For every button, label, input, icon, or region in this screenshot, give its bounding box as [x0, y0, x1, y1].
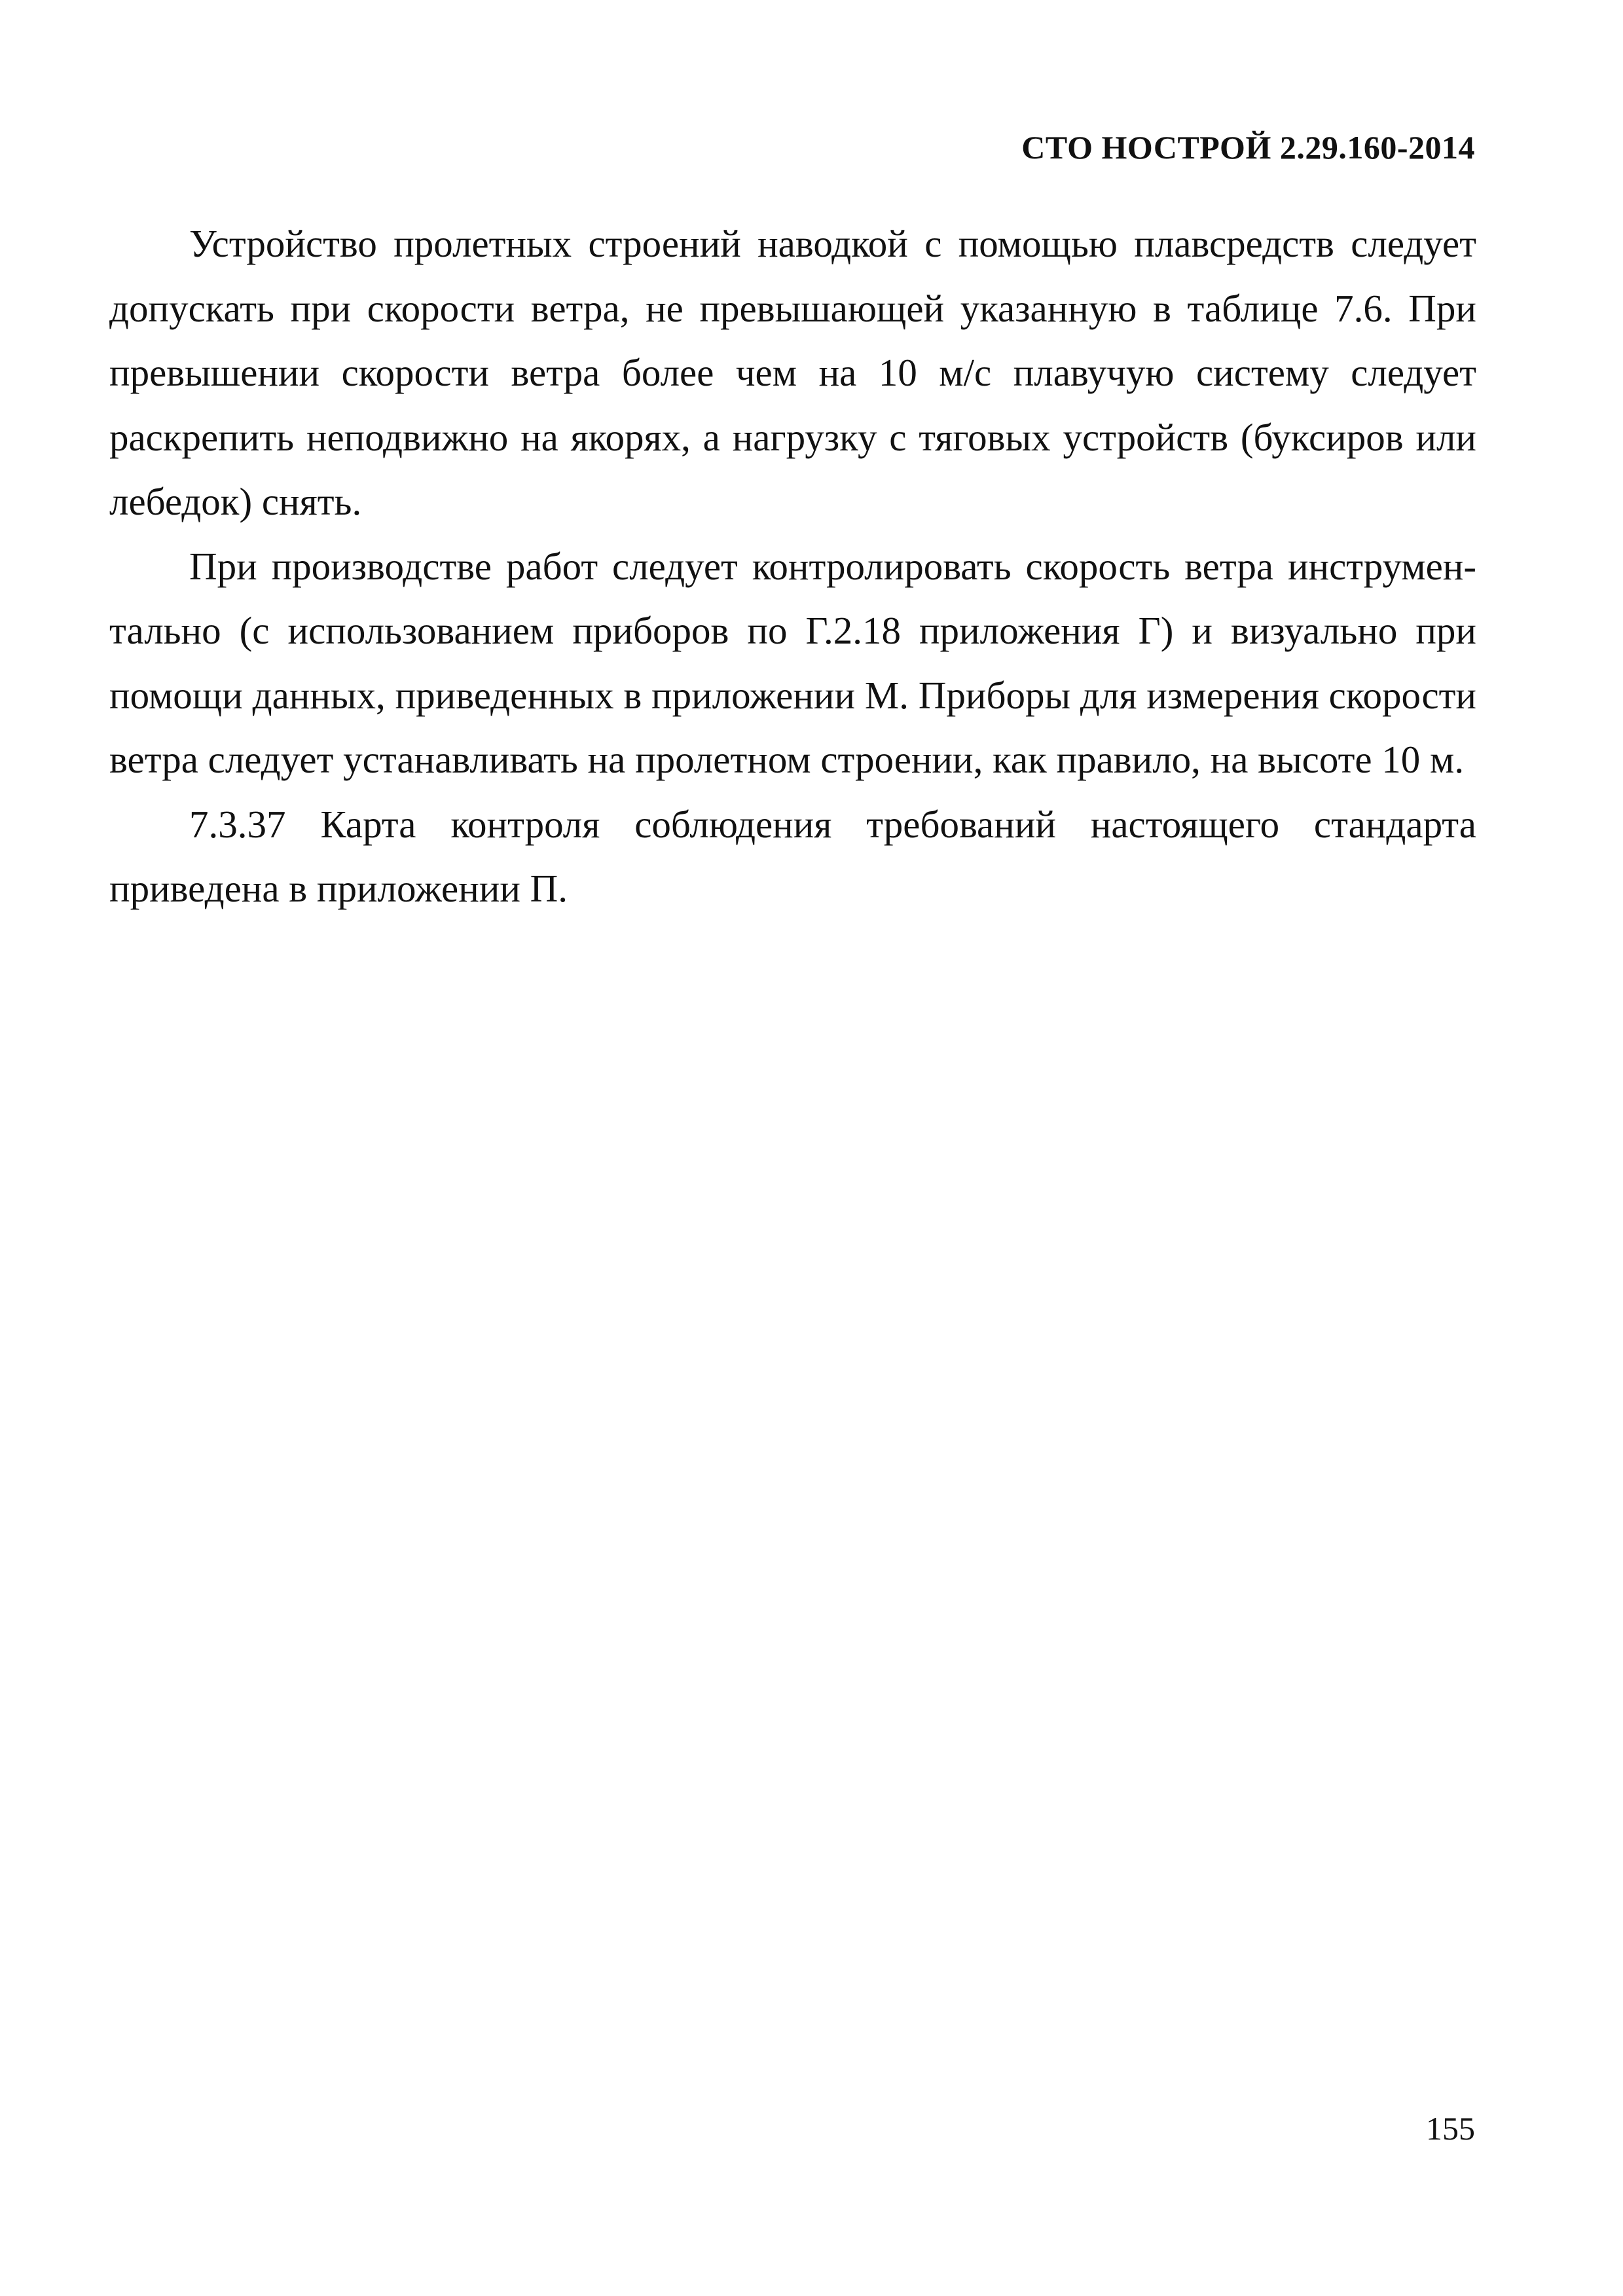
paragraph-wind-control: При производстве работ следует контролировать скорость ветра инструментально (с использованием приборов по Г.2.18 приложения Г) и визуально при помощи данных, приведенных в приложении М. Приборы для измерения скорости ветра следует устанавливать на пролетном строении, как правило, на высоте 10 м. — [109, 544, 1476, 781]
body-text — [109, 211, 1476, 921]
page-number: 155 — [1426, 2110, 1475, 2147]
paragraph-floating-assembly: Устройство пролетных строений наводкой с помощью плавсредств следует допускать при скорости ветра, не превышающей указанную в таблице 7.6. При превышении скорости ветра более чем на 10 м/с плавучую систему следует раскрепить неподвижно на якорях, а нагрузку с тяговых устройств (буксиров или лебедок) снять. — [109, 222, 1476, 523]
document-code-header: СТО НОСТРОЙ 2.29.160-2014 — [1021, 129, 1475, 166]
paragraph-control-map: 7.3.37 Карта контроля соблюдения требований настоящего стандарта приведена в приложении П. — [109, 802, 1476, 910]
